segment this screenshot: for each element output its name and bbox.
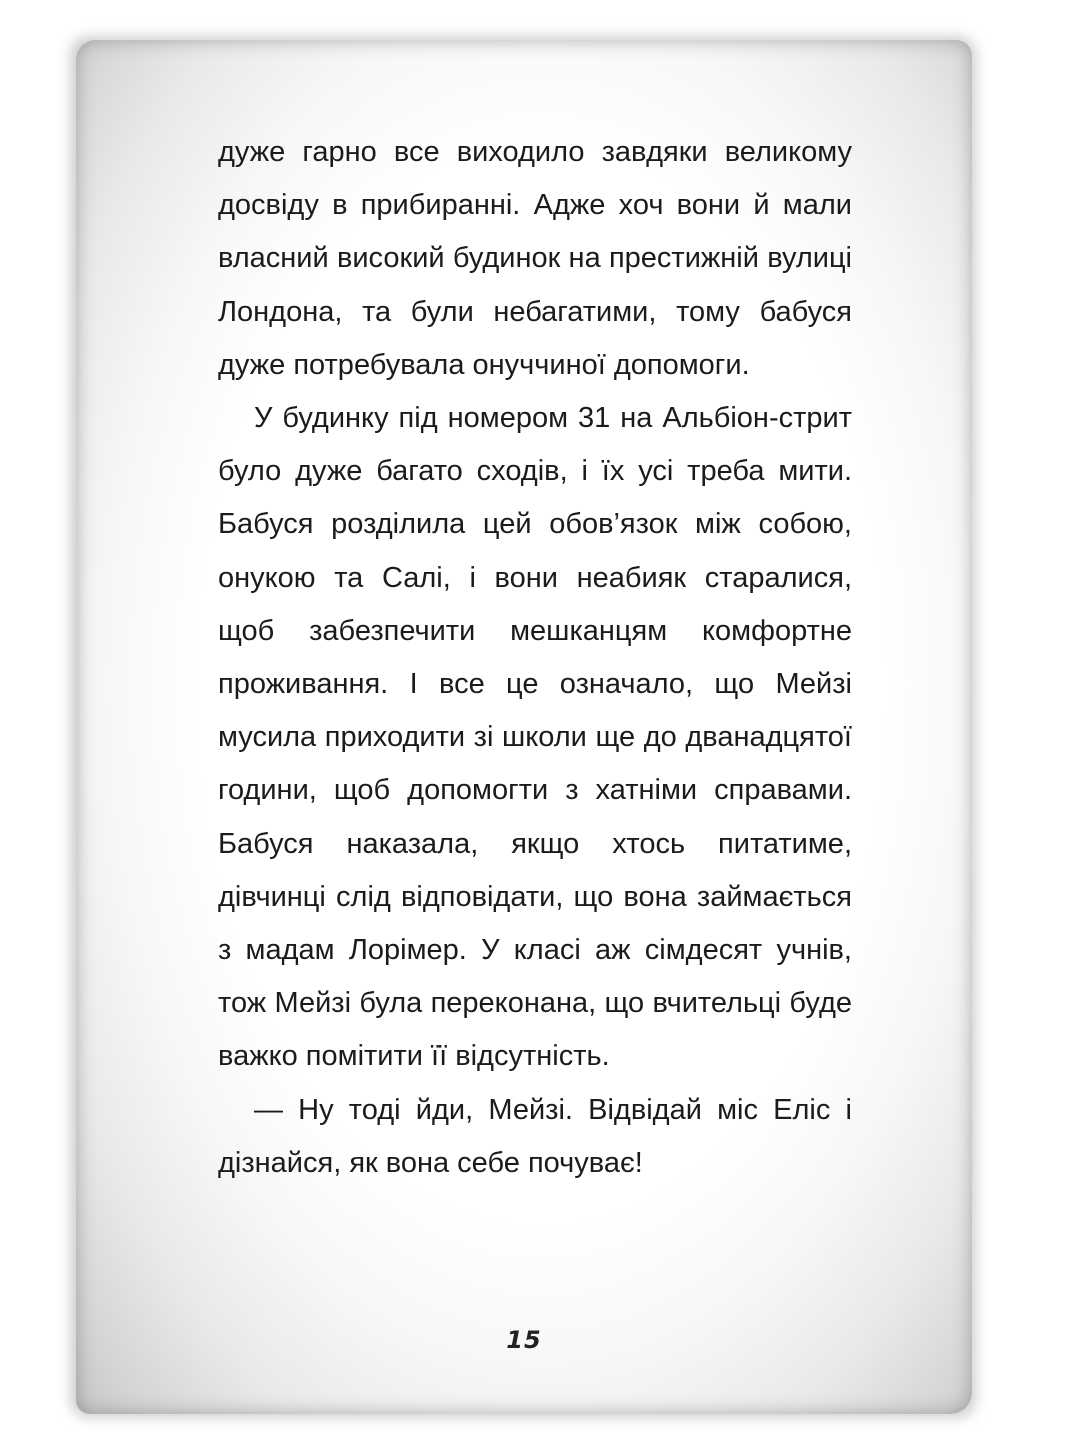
paragraph-2: У будинку під номером 31 на Альбіон-стрит було дуже багато сходів, і їх усі треба мити. Бабуся розділила цей обов’язок між собою, онукою та Салі, і вони неабияк старалися, щоб забезпечити мешканцям комфортне проживання. І все це означало, що Мейзі мусила приходити зі школи ще до дванадцятої години, щоб допомогти з хатніми справами. Бабуся наказала, якщо хтось питатиме, дівчинці слід відповідати, що вона займається з мадам Лорімер. У класі аж сімдесят учнів, тож Мейзі була переконана, що вчительці буде важко помітити її відсутність. [218,402,852,1073]
paragraph-3: — Ну тоді йди, Мейзі. Відвідай міс Еліс і дізнайся, як вона себе почуває! [218,1093,852,1179]
page-text [218,126,852,1190]
page-number: 15 [506,1326,542,1354]
book-page [76,40,972,1414]
paragraph-1: дуже гарно все виходило завдяки великому досвіду в прибиранні. Адже хоч вони й мали власний високий будинок на престижній вулиці Лондона, та були небагатими, тому бабуся дуже потребувала онуччиної допомоги. [218,136,852,381]
